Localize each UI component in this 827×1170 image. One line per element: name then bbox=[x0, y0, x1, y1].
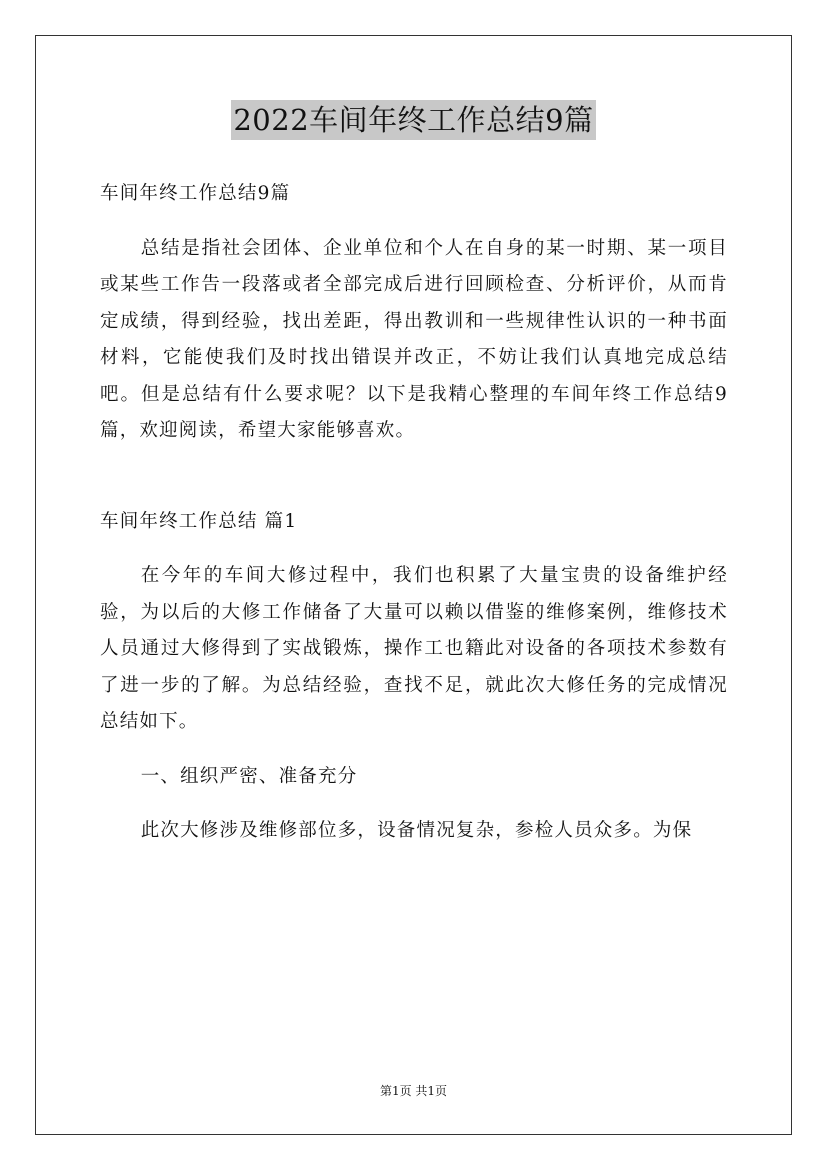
title-container bbox=[0, 100, 827, 140]
document-title: 2022车间年终工作总结9篇 bbox=[231, 100, 595, 140]
intro-paragraph: 总结是指社会团体、企业单位和个人在自身的某一时期、某一项目或某些工作告一段落或者全部完成后进行回顾检查、分析评价，从而肯定成绩，得到经验，找出差距，得出教训和一些规律性认识的一种书面材料，它能使我们及时找出错误并改正，不妨让我们认真地完成总结吧。但是总结有什么要求呢？以下是我精心整理的车间年终工作总结9篇，欢迎阅读，希望大家能够喜欢。 bbox=[100, 237, 728, 441]
page-number: 第1页 共1页 bbox=[379, 1084, 448, 1098]
section-heading: 车间年终工作总结 篇1 bbox=[100, 510, 298, 532]
section-paragraph-continued: 此次大修涉及维修部位多，设备情况复杂，参检人员众多。为保 bbox=[140, 820, 693, 841]
section-paragraph: 在今年的车间大修过程中，我们也积累了大量宝贵的设备维护经验，为以后的大修工作储备了大量可以赖以借鉴的维修案例，维修技术人员通过大修得到了实战锻炼，操作工也籍此对设备的各项技术参数有了进一步的了解。为总结经验，查找不足，就此次大修任务的完成情况总结如下。 bbox=[100, 565, 728, 732]
document-body bbox=[100, 176, 728, 868]
document-subtitle: 车间年终工作总结9篇 bbox=[100, 183, 291, 204]
page-footer bbox=[0, 1083, 827, 1099]
subsection-heading: 一、组织严密、准备充分 bbox=[140, 765, 358, 787]
